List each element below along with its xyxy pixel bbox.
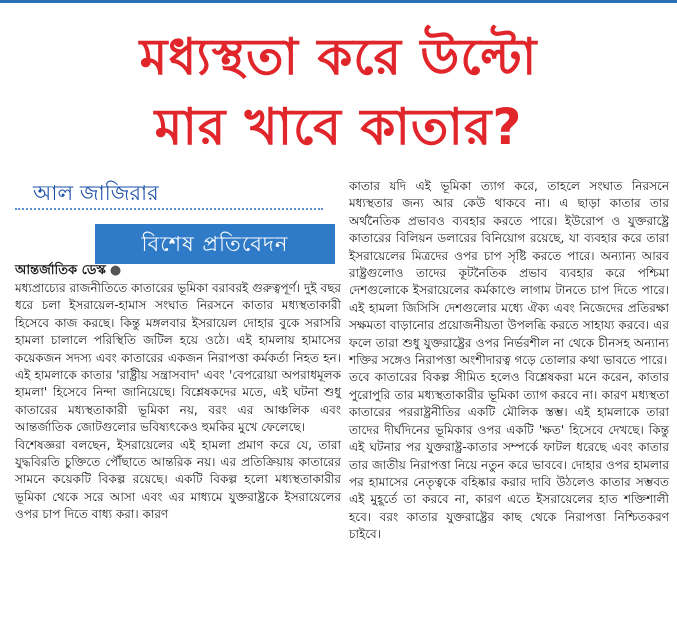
top-accent-line <box>0 0 677 3</box>
report-type-badge: বিশেষ প্রতিবেদন <box>95 224 335 264</box>
desk-text: আন্তর্জাতিক ডেস্ক <box>15 263 106 278</box>
paragraph: কাতার যদি এই ভূমিকা ত্যাগ করে, তাহলে সংঘাত নিরসনে মধ্যস্থতার জন্য আর কেউ থাকবে না। এ ছাড়া কাতার তার অর্থনৈতিক প্রভাবও ব্যবহার করতে পারে। ইউরোপ ও যুক্তরাষ্ট্রে কাতারের বিলিয়ন ডলারের বিনিয়োগ রয়েছে, যা ব্যবহার করে তারা ইসরায়েলের মিত্রদের ওপর চাপ সৃষ্টি করতে পারে। অন্যান্য আরব রাষ্ট্রগুলোও তাদের কূটনৈতিক প্রভাব ব্যবহার করে পশ্চিমা দেশগুলোকে ইসরায়েলের কর্মকাণ্ডে লাগাম টানতে চাপ দিতে পারে। এই হামলা জিসিসি দেশগুলোর মধ্যে ঐক্য এবং নিজেদের প্রতিরক্ষা সক্ষমতা বাড়ানোর প্রয়োজনীয়তা উপলব্ধি করতে সাহায্য করবে। এর ফলে তারা শুধু যুক্তরাষ্ট্রের ওপর নির্ভরশীল না থেকে চীনসহ অন্যান্য শক্তির সঙ্গেও নিরাপত্তা অংশীদারত্ব গড়ে তোলার কথা ভাবতে পারে। <box>349 179 669 368</box>
headline-line-1: মধ্যস্থতা করে উল্টো <box>139 28 538 86</box>
byline <box>15 178 365 264</box>
article-column-right <box>349 178 669 544</box>
source-label: আল জাজিরার <box>15 178 323 210</box>
bullet-icon: ● <box>109 263 122 278</box>
paragraph: মধ্যপ্রাচ্যের রাজনীতিতে কাতারের ভূমিকা বরাবরই গুরুত্বপূর্ণ। দুই বছর ধরে চলা ইসরায়েল-হামাস সংঘাত নিরসনে কাতার মধ্যস্থতাকারী হিসেবে কাজ করছে। কিন্তু মঙ্গলবার ইসরায়েল দোহার বুকে সরাসরি হামলা চালালে পরিস্থিতি জটিল হয়ে ওঠে। এই হামলায় হামাসের কয়েকজন সদস্য এবং কাতারের একজন নিরাপত্তা কর্মকর্তা নিহত হন। এই হামলাকে কাতার 'রাষ্ট্রীয় সন্ত্রাসবাদ' এবং 'বেপরোয়া অপরাধমূলক হামলা' হিসেবে নিন্দা জানিয়েছে। বিশ্লেষকদের মতে, এই ঘটনা শুধু কাতারের মধ্যস্থতাকারী ভূমিকা নয়, বরং এর আঞ্চলিক এবং আন্তর্জাতিক জোটগুলোর ভবিষ্যৎকেও হুমকির মুখে ফেলেছে। <box>15 281 341 435</box>
headline <box>0 22 677 162</box>
headline-line-2: মার খাবে কাতার? <box>154 98 523 156</box>
desk-label <box>15 262 121 280</box>
article-column-left <box>15 280 341 524</box>
paragraph: তবে কাতারের বিকল্প সীমিত হলেও বিশ্লেষকরা মনে করেন, কাতার পুরোপুরি তার মধ্যস্থতাকারীর ভূমিকা ত্যাগ করবে না। কারণ মধ্যস্থতা কাতারের পররাষ্ট্রনীতির একটি মৌলিক স্তম্ভ। এই হামলাকে তারা তাদের দীর্ঘদিনের ভূমিকার ওপর একটি 'ক্ষত' হিসেবে দেখছে। কিন্তু এই ঘটনার পর যুক্তরাষ্ট্র-কাতার সম্পর্কে ফাটল ধরেছে এবং কাতার তার জাতীয় নিরাপত্তা নিয়ে নতুন করে ভাববে। দোহার ওপর হামলার পর হামাসের নেতৃত্বকে বহিষ্কার করার দাবি উঠলেও কাতার সম্ভবত এই মুহূর্তে তা করবে না, কারণ এতে ইসরায়েলের হাত শক্তিশালী হবে। বরং কাতার যুক্তরাষ্ট্রের কাছ থেকে নিরাপত্তা নিশ্চিতকরণ চাইবে। <box>349 370 669 542</box>
paragraph: বিশেষজ্ঞরা বলছেন, ইসরায়েলের এই হামলা প্রমাণ করে যে, তারা যুদ্ধবিরতি চুক্তিতে পৌঁছাতে আন্তরিক নয়। এর প্রতিক্রিয়ায় কাতারের সামনে কয়েকটি বিকল্প রয়েছে। একটি বিকল্প হলো মধ্যস্থতাকারীর ভূমিকা থেকে সরে আসা এবং এর মাধ্যমে যুক্তরাষ্ট্রকে ইসরায়েলের ওপর চাপ দিতে বাধ্য করা। কারণ <box>15 437 341 522</box>
